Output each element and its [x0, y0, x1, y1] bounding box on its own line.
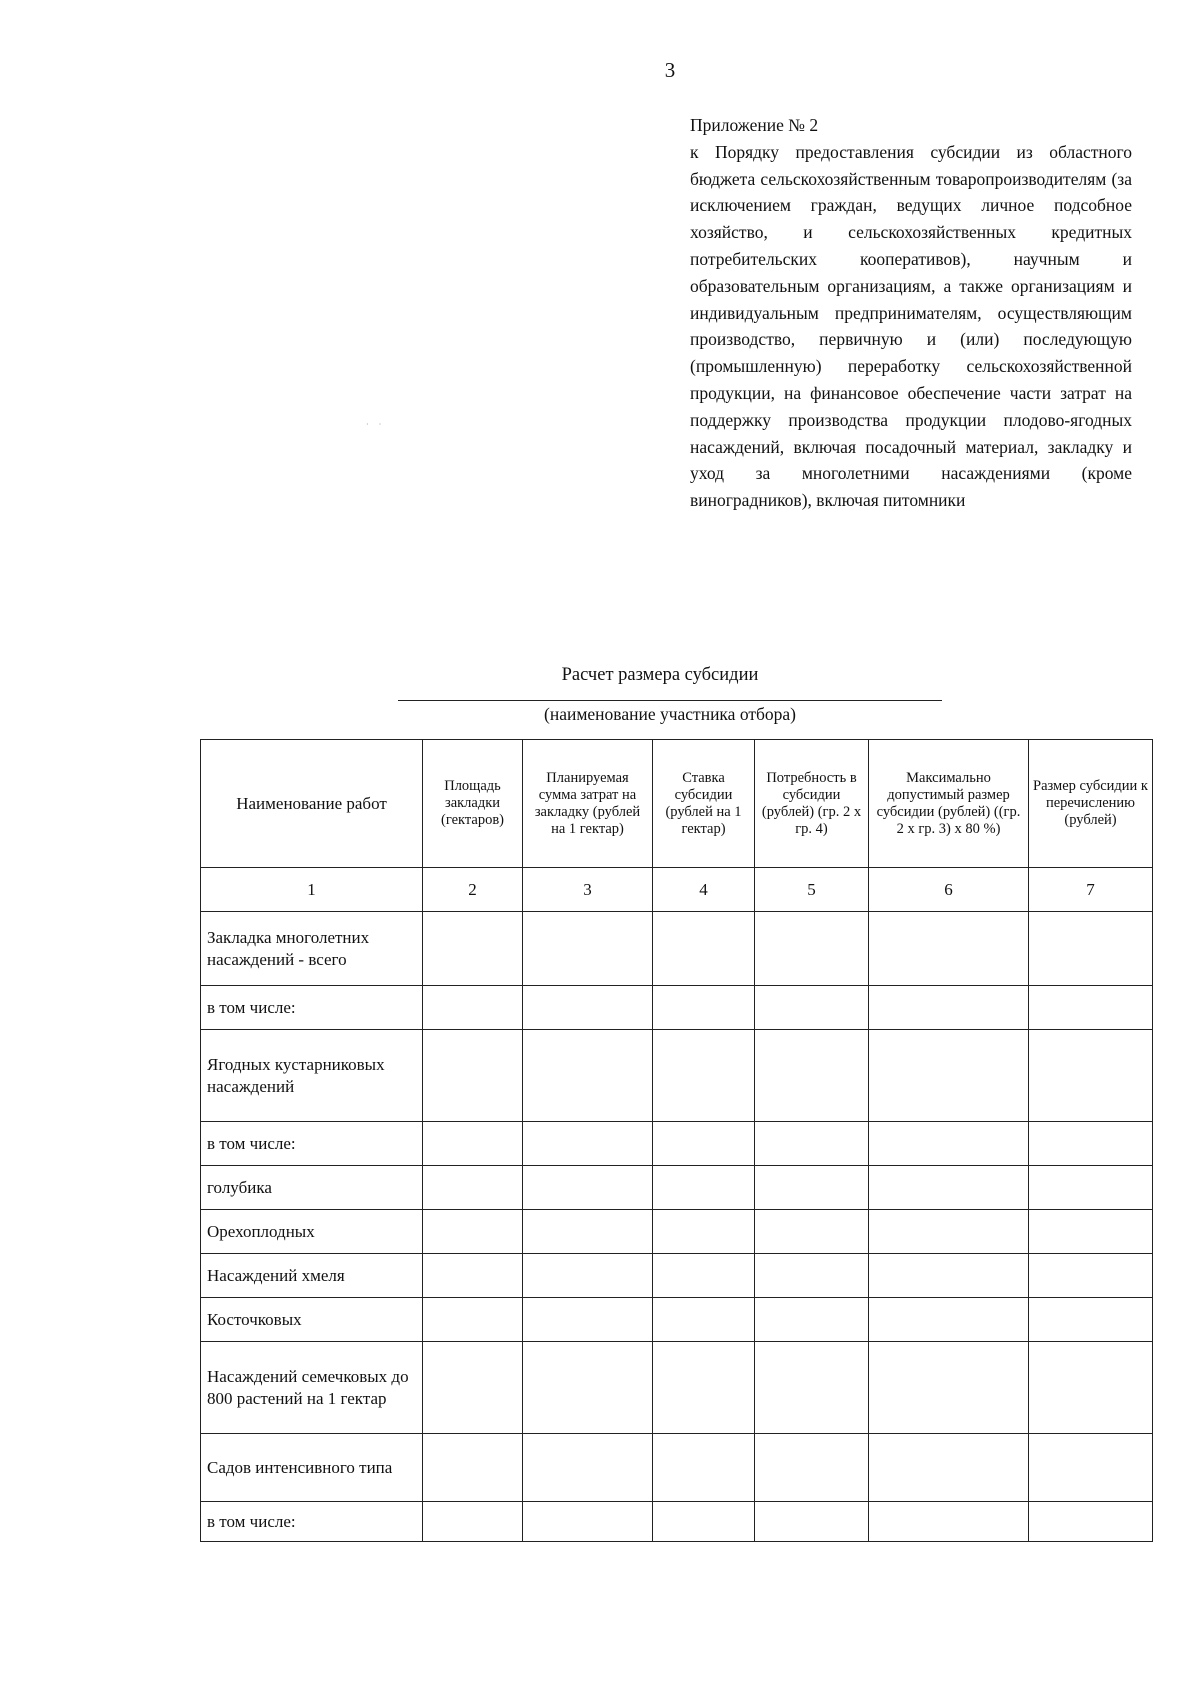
empty-cell[interactable]	[869, 912, 1029, 986]
participant-name-caption: (наименование участника отбора)	[544, 704, 796, 724]
header-planned-cost: Планируемая сумма затрат на закладку (рублей на 1 гектар)	[523, 740, 653, 868]
empty-cell[interactable]	[523, 1342, 653, 1434]
empty-cell[interactable]	[1029, 1030, 1153, 1122]
column-number: 5	[755, 868, 869, 912]
empty-cell[interactable]	[755, 1122, 869, 1166]
row-label: Закладка многолетних насаждений - всего	[201, 912, 423, 986]
empty-cell[interactable]	[423, 1122, 523, 1166]
empty-cell[interactable]	[1029, 1122, 1153, 1166]
empty-cell[interactable]	[1029, 1166, 1153, 1210]
empty-cell[interactable]	[869, 1298, 1029, 1342]
empty-cell[interactable]	[869, 1122, 1029, 1166]
empty-cell[interactable]	[423, 986, 523, 1030]
empty-cell[interactable]	[423, 1030, 523, 1122]
row-label: Косточковых	[201, 1298, 423, 1342]
participant-name-line	[398, 700, 942, 701]
header-max-subsidy: Максимально допустимый размер субсидии (рублей) ((гр. 2 x гр. 3) x 80 %)	[869, 740, 1029, 868]
empty-cell[interactable]	[755, 986, 869, 1030]
appendix-text: к Порядку предоставления субсидии из областного бюджета сельскохозяйственным товаропроизводителям (за исключением граждан, ведущих личное подсобное хозяйство, и сельскохозяйственных кредитных потребительских кооперативов), научным и образовательным организациям, а также организациям и индивидуальным предпринимателям, осуществляющим производство, первичную и (или) последующую (промышленную) переработку сельскохозяйственной продукции, на финансовое обеспечение части затрат на поддержку производства продукции плодово-ягодных насаждений, включая посадочный материал, закладку и уход за многолетними насаждениями (кроме виноградников), включая питомники	[690, 141, 1132, 511]
empty-cell[interactable]	[755, 1030, 869, 1122]
empty-cell[interactable]	[523, 1434, 653, 1502]
table-row	[201, 986, 1153, 1030]
empty-cell[interactable]	[1029, 1298, 1153, 1342]
empty-cell[interactable]	[523, 1298, 653, 1342]
appendix-title: Приложение № 2	[690, 115, 819, 135]
empty-cell[interactable]	[423, 1298, 523, 1342]
row-label: в том числе:	[201, 1502, 423, 1542]
row-label: Ягодных кустарниковых насаждений	[201, 1030, 423, 1122]
row-label: Орехоплодных	[201, 1210, 423, 1254]
empty-cell[interactable]	[1029, 1210, 1153, 1254]
empty-cell[interactable]	[755, 1254, 869, 1298]
empty-cell[interactable]	[1029, 1254, 1153, 1298]
table-row	[201, 1030, 1153, 1122]
empty-cell[interactable]	[1029, 1434, 1153, 1502]
empty-cell[interactable]	[869, 1210, 1029, 1254]
empty-cell[interactable]	[1029, 986, 1153, 1030]
column-number: 1	[201, 868, 423, 912]
empty-cell[interactable]	[653, 1434, 755, 1502]
column-number: 2	[423, 868, 523, 912]
empty-cell[interactable]	[653, 1342, 755, 1434]
empty-cell[interactable]	[423, 1166, 523, 1210]
empty-cell[interactable]	[423, 1502, 523, 1542]
table-row	[201, 912, 1153, 986]
table-header-row	[201, 740, 1153, 868]
empty-cell[interactable]	[755, 1210, 869, 1254]
appendix-block	[690, 112, 1132, 514]
empty-cell[interactable]	[523, 1122, 653, 1166]
table-row	[201, 1254, 1153, 1298]
table-row	[201, 1122, 1153, 1166]
empty-cell[interactable]	[1029, 912, 1153, 986]
header-work-name: Наименование работ	[201, 740, 423, 868]
empty-cell[interactable]	[653, 986, 755, 1030]
empty-cell[interactable]	[423, 1342, 523, 1434]
participant-name-field	[398, 700, 942, 725]
row-label: Насаждений хмеля	[201, 1254, 423, 1298]
header-subsidy-rate: Ставка субсидии (рублей на 1 гектар)	[653, 740, 755, 868]
header-subsidy-need: Потребность в субсидии (рублей) (гр. 2 x гр. 4)	[755, 740, 869, 868]
row-label: голубика	[201, 1166, 423, 1210]
empty-cell[interactable]	[423, 1254, 523, 1298]
table-row	[201, 1502, 1153, 1542]
empty-cell[interactable]	[755, 1342, 869, 1434]
table-row	[201, 1210, 1153, 1254]
empty-cell[interactable]	[653, 1254, 755, 1298]
row-label: Насаждений семечковых до 800 растений на 1 гектар	[201, 1342, 423, 1434]
empty-cell[interactable]	[1029, 1342, 1153, 1434]
empty-cell[interactable]	[869, 1434, 1029, 1502]
empty-cell[interactable]	[755, 1434, 869, 1502]
column-number: 4	[653, 868, 755, 912]
empty-cell[interactable]	[869, 1254, 1029, 1298]
empty-cell[interactable]	[755, 1298, 869, 1342]
row-label: Садов интенсивного типа	[201, 1434, 423, 1502]
empty-cell[interactable]	[755, 912, 869, 986]
empty-cell[interactable]	[869, 1502, 1029, 1542]
empty-cell[interactable]	[523, 1030, 653, 1122]
empty-cell[interactable]	[653, 1502, 755, 1542]
header-subsidy-to-transfer: Размер субсидии к перечислению (рублей)	[1029, 740, 1153, 868]
column-number-row	[201, 868, 1153, 912]
row-label: в том числе:	[201, 1122, 423, 1166]
empty-cell[interactable]	[653, 912, 755, 986]
empty-cell[interactable]	[869, 986, 1029, 1030]
empty-cell[interactable]	[653, 1122, 755, 1166]
empty-cell[interactable]	[653, 1030, 755, 1122]
empty-cell[interactable]	[423, 1434, 523, 1502]
header-area: Площадь закладки (гектаров)	[423, 740, 523, 868]
empty-cell[interactable]	[755, 1166, 869, 1210]
empty-cell[interactable]	[653, 1210, 755, 1254]
table-row	[201, 1166, 1153, 1210]
column-number: 6	[869, 868, 1029, 912]
column-number: 3	[523, 868, 653, 912]
empty-cell[interactable]	[523, 986, 653, 1030]
empty-cell[interactable]	[423, 1210, 523, 1254]
table-row	[201, 1342, 1153, 1434]
empty-cell[interactable]	[523, 1166, 653, 1210]
empty-cell[interactable]	[423, 912, 523, 986]
table-row	[201, 1434, 1153, 1502]
table-row	[201, 1298, 1153, 1342]
page-number: 3	[664, 58, 676, 82]
empty-cell[interactable]	[869, 1166, 1029, 1210]
empty-cell[interactable]	[523, 1210, 653, 1254]
scan-speck: · ·	[366, 420, 386, 429]
column-number: 7	[1029, 868, 1153, 912]
subsidy-calculation-table	[200, 739, 1153, 1542]
empty-cell[interactable]	[869, 1030, 1029, 1122]
empty-cell[interactable]	[755, 1502, 869, 1542]
empty-cell[interactable]	[523, 1502, 653, 1542]
empty-cell[interactable]	[653, 1166, 755, 1210]
row-label: в том числе:	[201, 986, 423, 1030]
empty-cell[interactable]	[1029, 1502, 1153, 1542]
empty-cell[interactable]	[653, 1298, 755, 1342]
calculation-title: Расчет размера субсидии	[561, 665, 759, 685]
empty-cell[interactable]	[523, 1254, 653, 1298]
empty-cell[interactable]	[869, 1342, 1029, 1434]
empty-cell[interactable]	[523, 912, 653, 986]
